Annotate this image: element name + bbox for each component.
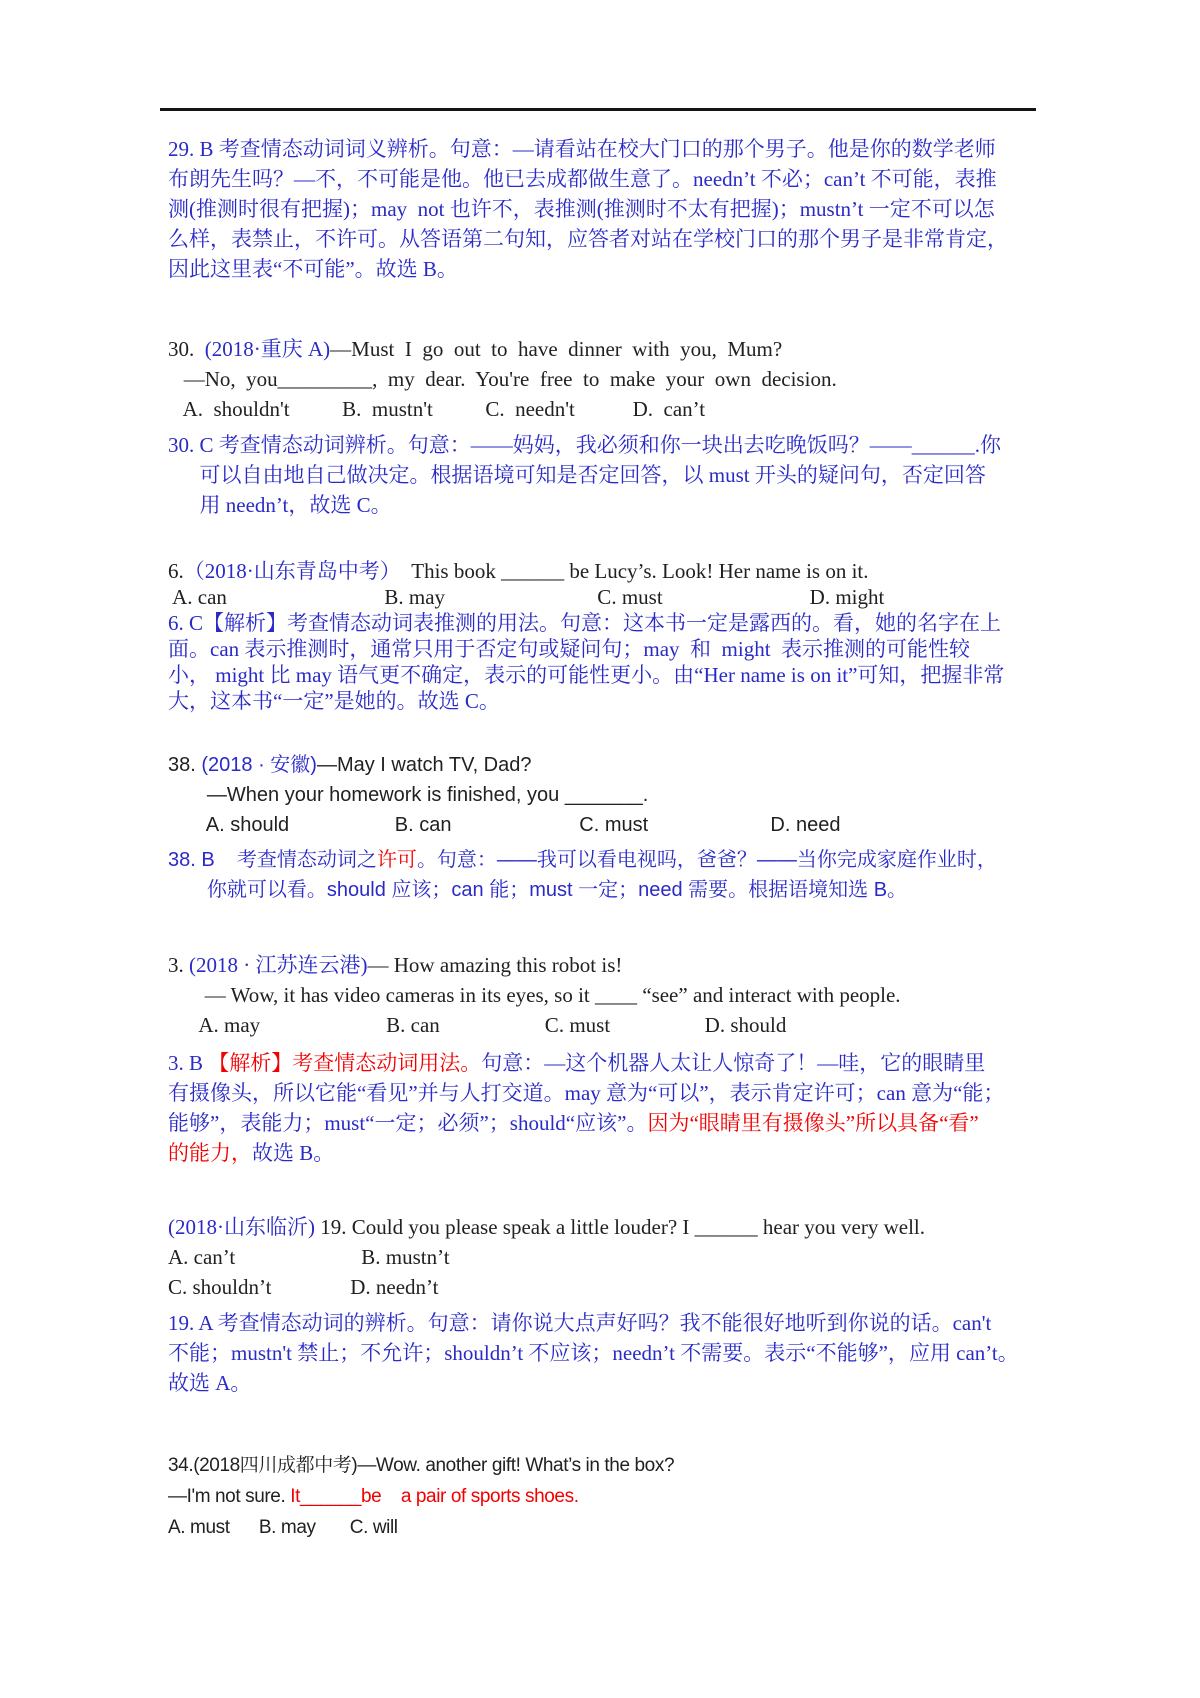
text-line bbox=[168, 1242, 1068, 1272]
text-line bbox=[168, 430, 1068, 460]
text-segment: （2018·山东青岛中考） bbox=[183, 559, 401, 583]
text-line bbox=[168, 845, 1068, 875]
text-segment: 因为“眼睛里有摄像头”所以具备“看” bbox=[647, 1111, 979, 1135]
text-segment: It______be a pair of sports shoes. bbox=[290, 1486, 579, 1507]
text-segment: —No, you_________, my dear. You're free to make your own decision. bbox=[168, 367, 837, 391]
text-line bbox=[168, 1078, 1068, 1108]
text-segment: 【解析】考查情态动词用法。 bbox=[208, 1051, 482, 1075]
text-line bbox=[168, 1010, 1068, 1040]
text-line bbox=[168, 558, 1068, 584]
text-segment: 30. bbox=[168, 337, 205, 361]
text-line bbox=[168, 134, 1068, 164]
text-segment: 6. C【解析】考查情态动词表推测的用法。句意：这本书一定是露西的。看，她的名字在上 bbox=[168, 611, 1002, 635]
text-segment: —Must I go out to have dinner with you, Mum? bbox=[330, 337, 783, 361]
text-line bbox=[168, 1272, 1068, 1302]
text-segment: 能够”，表能力；must“一定；必须”；should“应该”。 bbox=[168, 1111, 648, 1135]
text-segment: —May I watch TV, Dad? bbox=[316, 754, 532, 776]
section-answer-29 bbox=[168, 134, 1068, 284]
text-segment: 你就可以看。should 应该；can 能；must 一定；need 需要。根据语境知选 B。 bbox=[168, 879, 908, 901]
text-line bbox=[168, 1108, 1068, 1138]
text-segment: 面。can 表示推测时，通常只用于否定句或疑问句；may 和 might 表示推测的可能性较 bbox=[168, 637, 971, 661]
text-segment: 30. C 考查情态动词辨析。句意：——妈妈，我必须和你一块出去吃晚饭吗？——______.你 bbox=[168, 433, 1002, 457]
text-segment: 38. B 考查情态动词之 bbox=[168, 849, 377, 871]
text-segment: 可以自由地自己做决定。根据语境可知是否定回答，以 must 开头的疑问句，否定回答 bbox=[168, 463, 986, 487]
text-segment: 布朗先生吗？—不，不可能是他。他已去成都做生意了。needn’t 不必；can’t 不可能，表推 bbox=[168, 167, 997, 191]
text-segment: 的能力， bbox=[168, 1141, 252, 1165]
section-answer-19 bbox=[168, 1308, 1068, 1398]
text-line bbox=[168, 1450, 1068, 1481]
text-line bbox=[168, 688, 1068, 714]
text-line bbox=[168, 460, 1068, 490]
text-segment: 大，这本书“一定”是她的。故选 C。 bbox=[168, 689, 500, 713]
text-segment: A. may B. can C. must D. should bbox=[168, 1013, 787, 1037]
section-answer-3 bbox=[168, 1048, 1068, 1168]
text-line bbox=[168, 780, 1068, 810]
text-segment: 故选 A。 bbox=[168, 1371, 252, 1395]
text-line bbox=[168, 875, 1068, 905]
text-line bbox=[168, 1048, 1068, 1078]
text-line bbox=[168, 584, 1068, 610]
text-line bbox=[168, 1308, 1068, 1338]
text-segment: 小， might 比 may 语气更不确定，表示的可能性更小。由“Her name is on it”可知，把握非常 bbox=[168, 663, 1005, 687]
text-line bbox=[168, 254, 1068, 284]
text-segment: 38. bbox=[168, 754, 202, 776]
text-segment: 19. A 考查情态动词的辨析。句意：请你说大点声好吗？我不能很好地听到你说的话。can't bbox=[168, 1311, 992, 1335]
text-line bbox=[168, 750, 1068, 780]
text-segment: 3. B bbox=[168, 1051, 209, 1075]
text-segment: 用 needn’t，故选 C。 bbox=[168, 493, 392, 517]
text-segment: A. can’t B. mustn’t bbox=[168, 1245, 450, 1269]
section-question-6 bbox=[168, 558, 1068, 610]
text-segment: A. shouldn't B. mustn't C. needn't D. can’t bbox=[168, 397, 706, 421]
text-segment: (2018 · 安徽) bbox=[201, 754, 317, 776]
text-line bbox=[168, 636, 1068, 662]
section-question-19 bbox=[168, 1212, 1068, 1302]
text-line bbox=[168, 164, 1068, 194]
text-line bbox=[168, 224, 1068, 254]
section-answer-6 bbox=[168, 610, 1068, 714]
text-segment: (2018 · 江苏连云港) bbox=[189, 953, 368, 977]
text-line bbox=[168, 810, 1068, 840]
text-line bbox=[168, 1338, 1068, 1368]
section-question-3 bbox=[168, 950, 1068, 1040]
text-segment: (2018·重庆 A) bbox=[204, 337, 331, 361]
text-segment: 因此这里表“不可能”。故选 B。 bbox=[168, 257, 458, 281]
text-segment: A. should B. can C. must D. need bbox=[168, 814, 841, 836]
text-line bbox=[168, 610, 1068, 636]
text-line bbox=[168, 490, 1068, 520]
text-segment: 不能；mustn't 禁止；不允许；shouldn’t 不应该；needn’t 不需要。表示“不能够”，应用 can’t。 bbox=[168, 1341, 1019, 1365]
section-question-38 bbox=[168, 750, 1068, 840]
text-segment: 29. B 考查情态动词词义辨析。句意：—请看站在校大门口的那个男子。他是你的数学老师 bbox=[168, 137, 996, 161]
text-segment: A. must B. may C. will bbox=[168, 1517, 398, 1538]
section-question-34 bbox=[168, 1450, 1068, 1543]
text-segment: —I'm not sure. bbox=[168, 1486, 291, 1507]
text-segment: (2018·山东临沂) bbox=[168, 1215, 315, 1239]
text-segment: 故选 B。 bbox=[252, 1141, 335, 1165]
section-question-30 bbox=[168, 334, 1068, 424]
text-segment: 测(推测时很有把握)；may not 也许不，表推测(推测时不太有把握)；mustn’t 一定不可以怎 bbox=[168, 197, 995, 221]
text-segment: — Wow, it has video cameras in its eyes, so it ____ “see” and interact with people. bbox=[168, 983, 901, 1007]
text-segment: 19. Could you please speak a little louder? I ______ hear you very well. bbox=[314, 1215, 925, 1239]
text-line bbox=[168, 1138, 1068, 1168]
text-line bbox=[168, 364, 1068, 394]
text-segment: This book ______ be Lucy’s. Look! Her name is on it. bbox=[400, 559, 869, 583]
text-segment: 3. bbox=[168, 953, 189, 977]
text-segment: 。句意：——我可以看电视吗，爸爸？——当你完成家庭作业时， bbox=[416, 849, 997, 871]
text-segment: 句意：—这个机器人太让人惊奇了！—哇，它的眼睛里 bbox=[481, 1051, 986, 1075]
text-segment: 么样，表禁止，不许可。从答语第二句知，应答者对站在学校门口的那个男子是非常肯定， bbox=[168, 227, 1008, 251]
text-segment: 34.(2018四川成都中考)—Wow. another gift! What’s in the box? bbox=[168, 1455, 675, 1476]
text-line bbox=[168, 980, 1068, 1010]
section-answer-30 bbox=[168, 430, 1068, 520]
text-segment: 6. bbox=[168, 559, 184, 583]
text-segment: 有摄像头，所以它能“看见”并与人打交道。may 意为“可以”，表示肯定许可；can 意为“能； bbox=[168, 1081, 1005, 1105]
section-answer-38 bbox=[168, 845, 1068, 905]
text-line bbox=[168, 194, 1068, 224]
text-segment: — How amazing this robot is! bbox=[367, 953, 623, 977]
document-body bbox=[168, 134, 1068, 1543]
text-line bbox=[168, 1212, 1068, 1242]
text-segment: 许可 bbox=[376, 849, 417, 871]
text-segment: C. shouldn’t D. needn’t bbox=[168, 1275, 439, 1299]
text-line bbox=[168, 394, 1068, 424]
text-line bbox=[168, 1368, 1068, 1398]
text-line bbox=[168, 950, 1068, 980]
top-horizontal-rule bbox=[160, 108, 1036, 111]
text-line bbox=[168, 1481, 1068, 1512]
text-line bbox=[168, 662, 1068, 688]
text-segment: —When your homework is finished, you _______. bbox=[168, 784, 649, 806]
text-line bbox=[168, 1512, 1068, 1543]
text-line bbox=[168, 334, 1068, 364]
text-segment: A. can B. may C. must D. might bbox=[168, 585, 885, 609]
